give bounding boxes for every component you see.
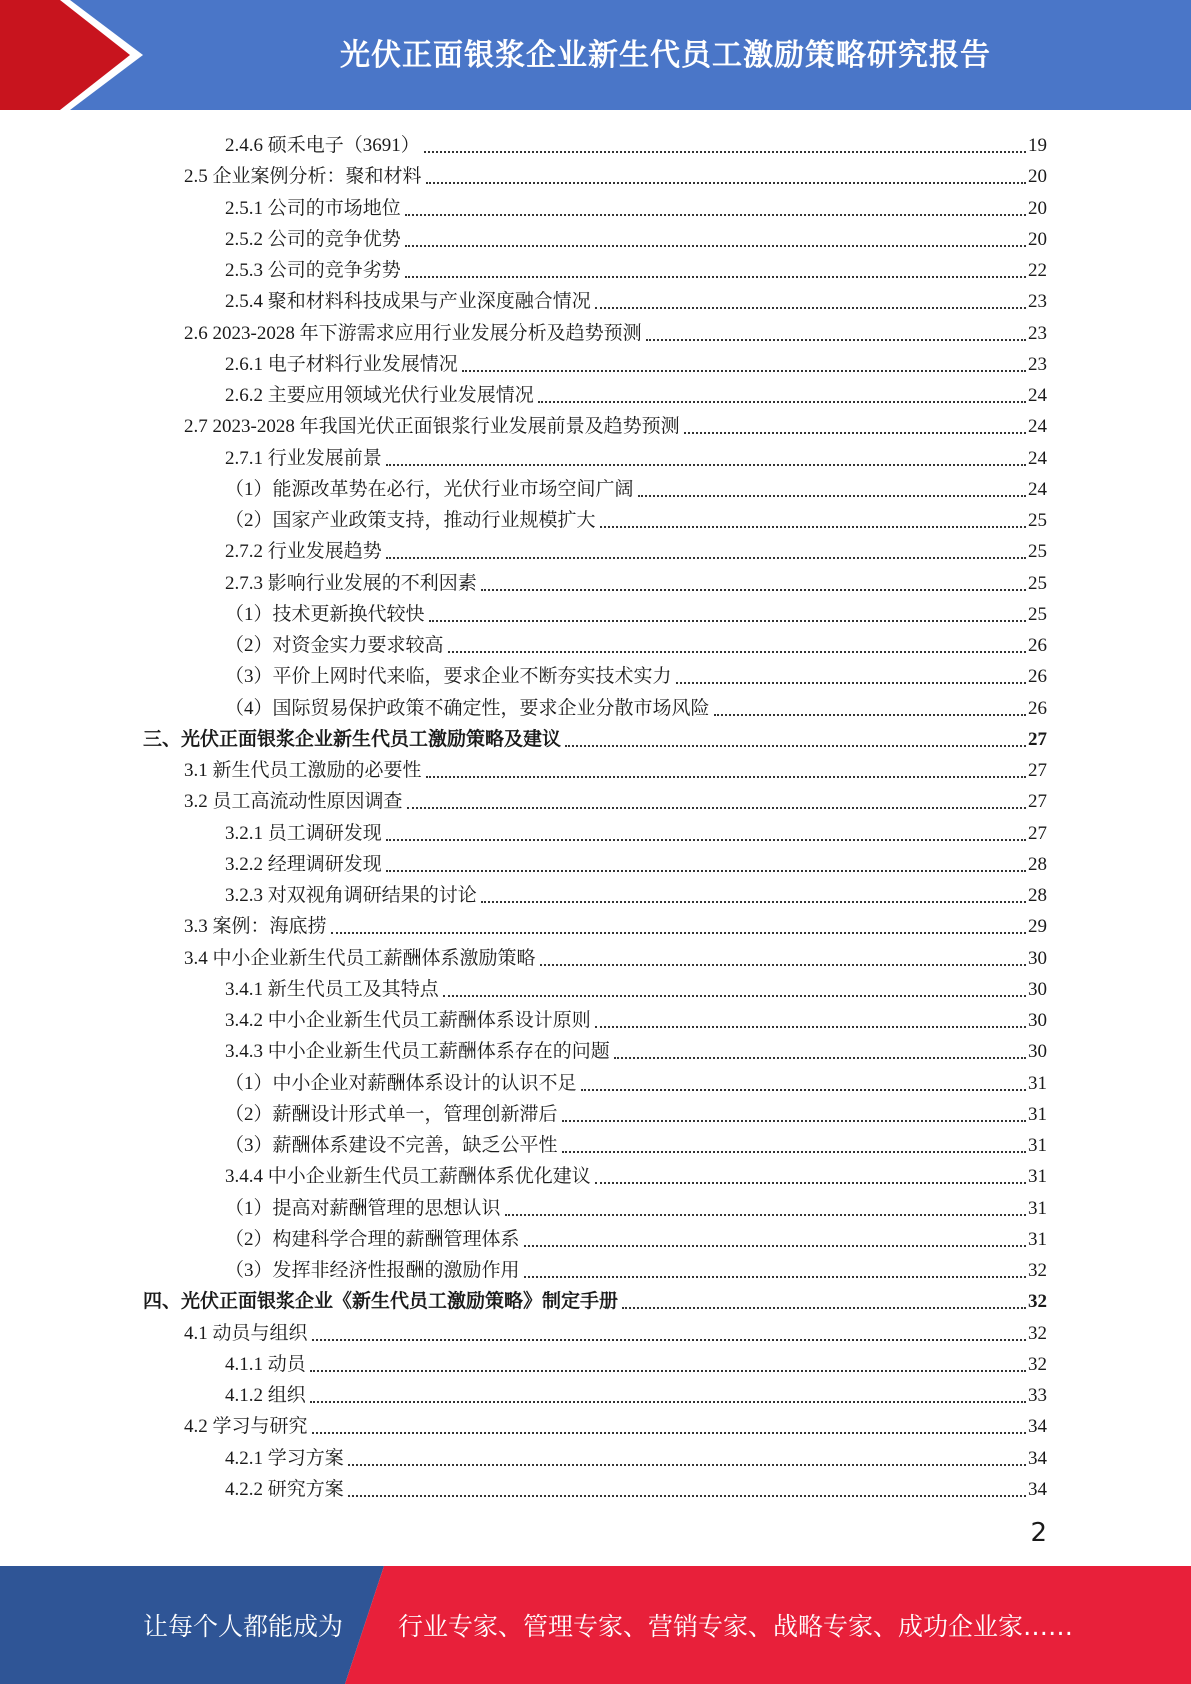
toc-leader-dots bbox=[448, 651, 1026, 653]
toc-entry-page: 26 bbox=[1028, 697, 1047, 719]
toc-entry-page: 31 bbox=[1028, 1228, 1047, 1250]
toc-entry-page: 28 bbox=[1028, 853, 1047, 875]
toc-entry-label: 四、光伏正面银浆企业《新生代员工激励策略》制定手册 bbox=[143, 1291, 619, 1313]
toc-leader-dots bbox=[581, 1089, 1026, 1091]
toc-leader-dots bbox=[405, 276, 1026, 278]
toc-entry-label: （3）平价上网时代来临，要求企业不断夯实技术实力 bbox=[225, 666, 672, 688]
toc-leader-dots bbox=[426, 776, 1026, 778]
toc-entry-label: 4.2.1 学习方案 bbox=[225, 1447, 344, 1469]
toc-entry[interactable] bbox=[225, 1127, 1047, 1158]
toc-entry-label: （1）中小企业对薪酬体系设计的认识不足 bbox=[225, 1072, 577, 1094]
toc-entry-label: （4）国际贸易保护政策不确定性，要求企业分散市场风险 bbox=[225, 697, 710, 719]
toc-entry-page: 30 bbox=[1028, 978, 1047, 1000]
toc-leader-dots bbox=[614, 1057, 1026, 1059]
toc-entry[interactable] bbox=[225, 1440, 1047, 1471]
toc-entry-page: 27 bbox=[1028, 760, 1047, 781]
toc-entry-label: 4.1.1 动员 bbox=[225, 1353, 306, 1375]
toc-leader-dots bbox=[565, 745, 1026, 747]
toc-entry-page: 30 bbox=[1028, 947, 1047, 969]
toc-leader-dots bbox=[481, 589, 1026, 591]
toc-leader-dots bbox=[310, 1370, 1026, 1372]
toc-entry[interactable] bbox=[225, 1002, 1047, 1033]
toc-entry[interactable] bbox=[225, 565, 1047, 596]
toc-entry-label: 2.7 2023-2028 年我国光伏正面银浆行业发展前景及趋势预测 bbox=[184, 416, 680, 438]
toc-entry-page: 25 bbox=[1028, 541, 1047, 563]
toc-entry-label: 3.4 中小企业新生代员工薪酬体系激励策略 bbox=[184, 947, 536, 969]
toc-entry-label: 2.6.1 电子材料行业发展情况 bbox=[225, 353, 458, 375]
toc-leader-dots bbox=[524, 1245, 1026, 1247]
toc-entry-label: （2）国家产业政策支持，推动行业规模扩大 bbox=[225, 510, 596, 531]
toc-entry-label: 2.7.3 影响行业发展的不利因素 bbox=[225, 572, 477, 594]
toc-entry-page: 30 bbox=[1028, 1010, 1047, 1031]
toc-entry-label: （2）构建科学合理的薪酬管理体系 bbox=[225, 1228, 520, 1250]
toc-leader-dots bbox=[562, 1120, 1026, 1122]
page-number: 2 bbox=[1030, 1518, 1047, 1548]
toc-entry[interactable] bbox=[225, 283, 1047, 314]
toc-entry-page: 25 bbox=[1028, 603, 1047, 625]
toc-entry-label: （1）提高对薪酬管理的思想认识 bbox=[225, 1197, 501, 1219]
toc-entry[interactable] bbox=[225, 596, 1047, 627]
toc-leader-dots bbox=[424, 151, 1026, 153]
toc-entry-label: 4.2 学习与研究 bbox=[184, 1416, 308, 1438]
toc-entry-page: 27 bbox=[1028, 728, 1047, 750]
toc-entry-label: 2.5.3 公司的竞争劣势 bbox=[225, 260, 401, 281]
toc-leader-dots bbox=[684, 432, 1026, 434]
toc-entry-label: 3.2.2 经理调研发现 bbox=[225, 853, 382, 875]
toc-entry-page: 31 bbox=[1028, 1197, 1047, 1219]
toc-entry[interactable] bbox=[184, 158, 1047, 189]
page-footer bbox=[0, 1566, 1191, 1684]
toc-leader-dots bbox=[310, 1401, 1026, 1403]
toc-entry-page: 23 bbox=[1028, 291, 1047, 313]
toc-entry-page: 23 bbox=[1028, 322, 1047, 344]
toc-leader-dots bbox=[638, 495, 1026, 497]
toc-entry-page: 26 bbox=[1028, 635, 1047, 656]
toc-entry-label: 4.1 动员与组织 bbox=[184, 1322, 308, 1344]
toc-leader-dots bbox=[600, 526, 1026, 528]
toc-entry[interactable] bbox=[225, 815, 1047, 846]
toc-entry[interactable] bbox=[225, 1065, 1047, 1096]
toc-entry[interactable] bbox=[225, 1033, 1047, 1064]
footer-roles: 行业专家、管理专家、营销专家、战略专家、成功企业家…… bbox=[398, 1612, 1074, 1641]
toc-entry[interactable] bbox=[225, 1377, 1047, 1408]
toc-leader-dots bbox=[348, 1464, 1026, 1466]
toc-entry[interactable] bbox=[184, 940, 1047, 971]
toc-leader-dots bbox=[405, 245, 1026, 247]
toc-entry-page: 31 bbox=[1028, 1166, 1047, 1188]
toc-leader-dots bbox=[386, 870, 1026, 872]
toc-entry[interactable] bbox=[225, 377, 1047, 408]
toc-entry[interactable] bbox=[184, 1408, 1047, 1439]
toc-entry[interactable] bbox=[184, 783, 1047, 814]
toc-entry[interactable] bbox=[184, 908, 1047, 939]
toc-entry[interactable] bbox=[225, 1471, 1047, 1502]
toc-entry[interactable] bbox=[225, 1190, 1047, 1221]
toc-leader-dots bbox=[386, 464, 1026, 466]
toc-entry-label: 2.5.2 公司的竞争优势 bbox=[225, 228, 401, 250]
toc-entry[interactable] bbox=[225, 221, 1047, 252]
toc-leader-dots bbox=[426, 182, 1026, 184]
page-header bbox=[0, 0, 1191, 110]
toc-entry-label: 2.6 2023-2028 年下游需求应用行业发展分析及趋势预测 bbox=[184, 322, 642, 344]
toc-leader-dots bbox=[348, 1495, 1026, 1497]
toc-entry[interactable] bbox=[225, 533, 1047, 564]
toc-leader-dots bbox=[312, 1339, 1026, 1341]
toc-entry-label: （3）薪酬体系建设不完善，缺乏公平性 bbox=[225, 1135, 558, 1156]
toc-leader-dots bbox=[646, 339, 1026, 341]
footer-slogan: 让每个人都能成为 bbox=[143, 1612, 344, 1641]
toc-entry-page: 20 bbox=[1028, 166, 1047, 188]
toc-entry[interactable] bbox=[225, 346, 1047, 377]
toc-entry-label: 2.5.1 公司的市场地位 bbox=[225, 197, 401, 219]
toc-entry-page: 30 bbox=[1028, 1041, 1047, 1063]
toc-entry-page: 24 bbox=[1028, 416, 1047, 438]
toc-entry-page: 31 bbox=[1028, 1135, 1047, 1156]
toc-entry[interactable] bbox=[225, 627, 1047, 658]
toc-entry[interactable] bbox=[225, 1346, 1047, 1377]
toc-leader-dots bbox=[562, 1151, 1026, 1153]
toc-entry-label: 2.4.6 硕禾电子（3691） bbox=[225, 135, 420, 156]
toc-leader-dots bbox=[405, 214, 1026, 216]
toc-leader-dots bbox=[540, 964, 1026, 966]
toc-leader-dots bbox=[524, 1276, 1026, 1278]
toc-entry[interactable] bbox=[184, 1315, 1047, 1346]
toc-entry-page: 19 bbox=[1028, 135, 1047, 156]
toc-entry[interactable] bbox=[225, 440, 1047, 471]
toc-entry-label: 3.4.4 中小企业新生代员工薪酬体系优化建议 bbox=[225, 1166, 591, 1188]
toc-entry-page: 20 bbox=[1028, 197, 1047, 219]
toc-entry[interactable] bbox=[225, 658, 1047, 689]
toc-entry-page: 27 bbox=[1028, 791, 1047, 813]
toc-entry-label: 3.2 员工高流动性原因调查 bbox=[184, 791, 403, 813]
toc-entry-label: 2.7.2 行业发展趋势 bbox=[225, 541, 382, 563]
toc-entry-label: 3.2.3 对双视角调研结果的讨论 bbox=[225, 885, 477, 906]
toc-entry-page: 29 bbox=[1028, 916, 1047, 938]
header-arrow-icon bbox=[0, 0, 160, 110]
toc-leader-dots bbox=[407, 807, 1026, 809]
toc-leader-dots bbox=[505, 1214, 1026, 1216]
toc-entry-page: 32 bbox=[1028, 1260, 1047, 1281]
toc-entry-label: 3.1 新生代员工激励的必要性 bbox=[184, 760, 422, 781]
toc-leader-dots bbox=[386, 557, 1026, 559]
toc-entry-page: 24 bbox=[1028, 447, 1047, 469]
toc-entry-label: 3.4.3 中小企业新生代员工薪酬体系存在的问题 bbox=[225, 1041, 610, 1063]
toc-entry-label: 4.2.2 研究方案 bbox=[225, 1478, 344, 1500]
toc-entry-page: 26 bbox=[1028, 666, 1047, 688]
toc-entry-label: 3.3 案例：海底捞 bbox=[184, 916, 327, 938]
toc-leader-dots bbox=[331, 932, 1026, 934]
toc-leader-dots bbox=[595, 1182, 1026, 1184]
document-title: 光伏正面银浆企业新生代员工激励策略研究报告 bbox=[340, 38, 991, 73]
toc-leader-dots bbox=[622, 1307, 1026, 1309]
toc-entry-page: 31 bbox=[1028, 1072, 1047, 1094]
toc-entry-label: 2.5.4 聚和材料科技成果与产业深度融合情况 bbox=[225, 291, 591, 313]
toc-entry-page: 32 bbox=[1028, 1322, 1047, 1344]
toc-leader-dots bbox=[312, 1432, 1026, 1434]
toc-entry-label: 三、光伏正面银浆企业新生代员工激励策略及建议 bbox=[143, 728, 562, 750]
toc-entry[interactable] bbox=[225, 252, 1047, 283]
toc-entry-page: 28 bbox=[1028, 885, 1047, 906]
toc-entry-page: 24 bbox=[1028, 385, 1047, 406]
toc-entry-page: 33 bbox=[1028, 1385, 1047, 1406]
toc-leader-dots bbox=[595, 307, 1026, 309]
toc-entry[interactable] bbox=[143, 1283, 1047, 1314]
toc-entry-label: 2.6.2 主要应用领域光伏行业发展情况 bbox=[225, 385, 534, 406]
toc-entry[interactable] bbox=[225, 690, 1047, 721]
toc-entry-page: 20 bbox=[1028, 228, 1047, 250]
toc-entry[interactable] bbox=[225, 1096, 1047, 1127]
toc-entry-label: （1）能源改革势在必行，光伏行业市场空间广阔 bbox=[225, 478, 634, 500]
toc-entry[interactable] bbox=[225, 971, 1047, 1002]
toc-entry[interactable] bbox=[225, 1252, 1047, 1283]
toc-entry-label: （1）技术更新换代较快 bbox=[225, 603, 425, 625]
toc-entry-page: 22 bbox=[1028, 260, 1047, 281]
toc-leader-dots bbox=[538, 401, 1026, 403]
toc-leader-dots bbox=[595, 1026, 1026, 1028]
toc-entry-label: （3）发挥非经济性报酬的激励作用 bbox=[225, 1260, 520, 1281]
toc-entry-label: 3.4.1 新生代员工及其特点 bbox=[225, 978, 439, 1000]
toc-entry-label: （2）对资金实力要求较高 bbox=[225, 635, 444, 656]
toc-entry[interactable] bbox=[184, 408, 1047, 439]
toc-entry[interactable] bbox=[225, 1221, 1047, 1252]
toc-entry-label: 3.2.1 员工调研发现 bbox=[225, 822, 382, 844]
toc-entry[interactable] bbox=[225, 877, 1047, 908]
toc-entry[interactable] bbox=[184, 315, 1047, 346]
toc-entry[interactable] bbox=[225, 471, 1047, 502]
toc-entry[interactable] bbox=[225, 502, 1047, 533]
toc-entry[interactable] bbox=[184, 752, 1047, 783]
toc-leader-dots bbox=[386, 839, 1026, 841]
toc-entry-label: 2.7.1 行业发展前景 bbox=[225, 447, 382, 469]
toc-entry-page: 34 bbox=[1028, 1478, 1047, 1500]
toc-entry-page: 31 bbox=[1028, 1103, 1047, 1125]
toc-entry-page: 25 bbox=[1028, 572, 1047, 594]
toc-entry-page: 27 bbox=[1028, 822, 1047, 844]
toc-leader-dots bbox=[443, 995, 1026, 997]
toc-entry[interactable] bbox=[143, 721, 1047, 752]
toc-leader-dots bbox=[462, 370, 1026, 372]
toc-entry[interactable] bbox=[225, 1158, 1047, 1189]
toc-entry-page: 34 bbox=[1028, 1447, 1047, 1469]
toc-leader-dots bbox=[676, 682, 1026, 684]
toc-entry-page: 32 bbox=[1028, 1353, 1047, 1375]
toc-entry-label: 4.1.2 组织 bbox=[225, 1385, 306, 1406]
toc-leader-dots bbox=[714, 714, 1026, 716]
toc-entry[interactable] bbox=[225, 190, 1047, 221]
toc-entry-label: （2）薪酬设计形式单一，管理创新滞后 bbox=[225, 1103, 558, 1125]
toc-entry[interactable] bbox=[225, 127, 1047, 158]
toc-entry-label: 3.4.2 中小企业新生代员工薪酬体系设计原则 bbox=[225, 1010, 591, 1031]
toc-entry-page: 34 bbox=[1028, 1416, 1047, 1438]
toc-entry-page: 24 bbox=[1028, 478, 1047, 500]
toc-entry[interactable] bbox=[225, 846, 1047, 877]
toc-leader-dots bbox=[429, 620, 1026, 622]
toc-leader-dots bbox=[481, 901, 1026, 903]
toc-entry-page: 23 bbox=[1028, 353, 1047, 375]
toc-entry-page: 25 bbox=[1028, 510, 1047, 531]
toc-entry-label: 2.5 企业案例分析：聚和材料 bbox=[184, 166, 422, 188]
toc-entry-page: 32 bbox=[1028, 1291, 1047, 1313]
